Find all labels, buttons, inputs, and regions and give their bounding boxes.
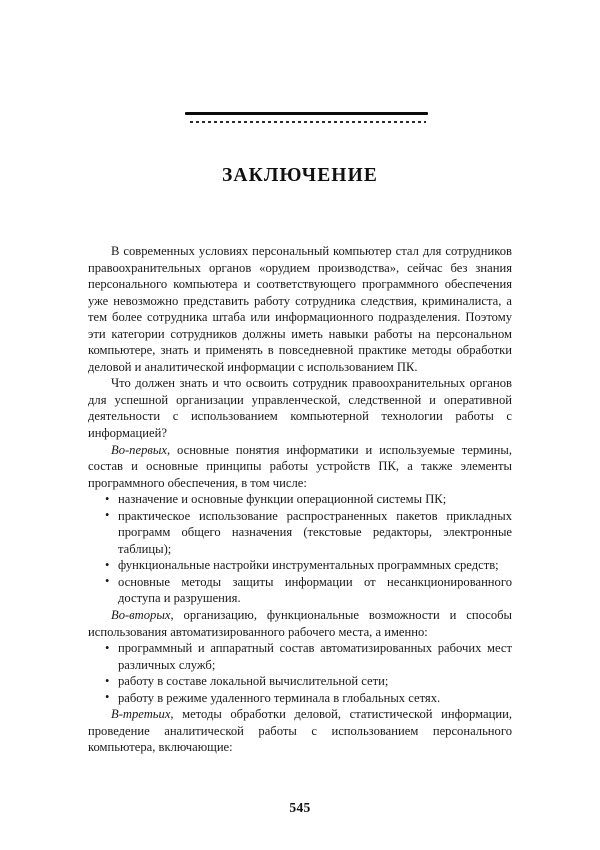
paragraph-3-rest: , основные понятия информатики и используемые термины, состав и основные принципы работы устройств ПК, а также элементы программного обеспечения, в том числе: <box>88 442 512 490</box>
paragraph-1: В современных условиях персональный компьютер стал для сотрудников правоохранительных органов «орудием производства», сейчас без знания персонального компьютера и соответствующего программного обеспечения уже невозможно представить работу сотрудника следствия, криминалиста, а тем более сотрудника штаба или информационного подразделения. Поэтому эти категории сотрудников должны иметь навыки работы на персональном компьютере, знать и применять в повседневной практике методы обработки деловой и аналитической информации с использованием ПК. <box>88 244 512 374</box>
page-number: 545 <box>289 800 311 815</box>
bullet-list-2 <box>88 640 512 706</box>
bullet-list-1 <box>88 491 512 607</box>
list-item: • назначение и основные функции операционной системы ПК; <box>88 491 512 508</box>
list-item: • программный и аппаратный состав автоматизированных рабочих мест различных служб; <box>88 640 512 673</box>
paragraph-5-rest: , методы обработки деловой, статистической информации, проведение аналитической работы с использованием персонального компьютера, включающие: <box>88 707 512 755</box>
dashed-rule-icon <box>190 121 426 123</box>
paragraph-3 <box>88 442 512 492</box>
paragraph-2: Что должен знать и что освоить сотрудник правоохранительных органов для успешной организации управленческой, следственной и оперативной деятельности с использованием компьютерной технологии работы с информацией? <box>88 376 512 441</box>
page-title: ЗАКЛЮЧЕНИЕ <box>222 165 378 187</box>
body-text-column <box>88 243 512 756</box>
paragraph-5-lead: В-третьих <box>111 707 171 722</box>
list-item: • работу в режиме удаленного терминала в глобальных сетях. <box>88 690 512 707</box>
paragraph-4-lead: Во-вторых <box>111 608 171 623</box>
paragraph-5 <box>88 706 512 756</box>
list-item: • основные методы защиты информации от несанкционированного доступа и разрушения. <box>88 574 512 607</box>
paragraph-4-rest: , организацию, функциональные возможности и способы использования автоматизированного рабочего места, а именно: <box>88 608 512 639</box>
paragraph-4 <box>88 607 512 640</box>
chapter-ornament <box>185 112 428 123</box>
paragraph-3-lead: Во-первых <box>111 442 167 457</box>
list-item: • функциональные настройки инструментальных программных средств; <box>88 557 512 574</box>
solid-rule-icon <box>185 112 428 115</box>
list-item: • практическое использование распространенных пакетов прикладных программ общего назначения (текстовые редакторы, электронные таблицы); <box>88 508 512 558</box>
list-item: • работу в составе локальной вычислительной сети; <box>88 673 512 690</box>
